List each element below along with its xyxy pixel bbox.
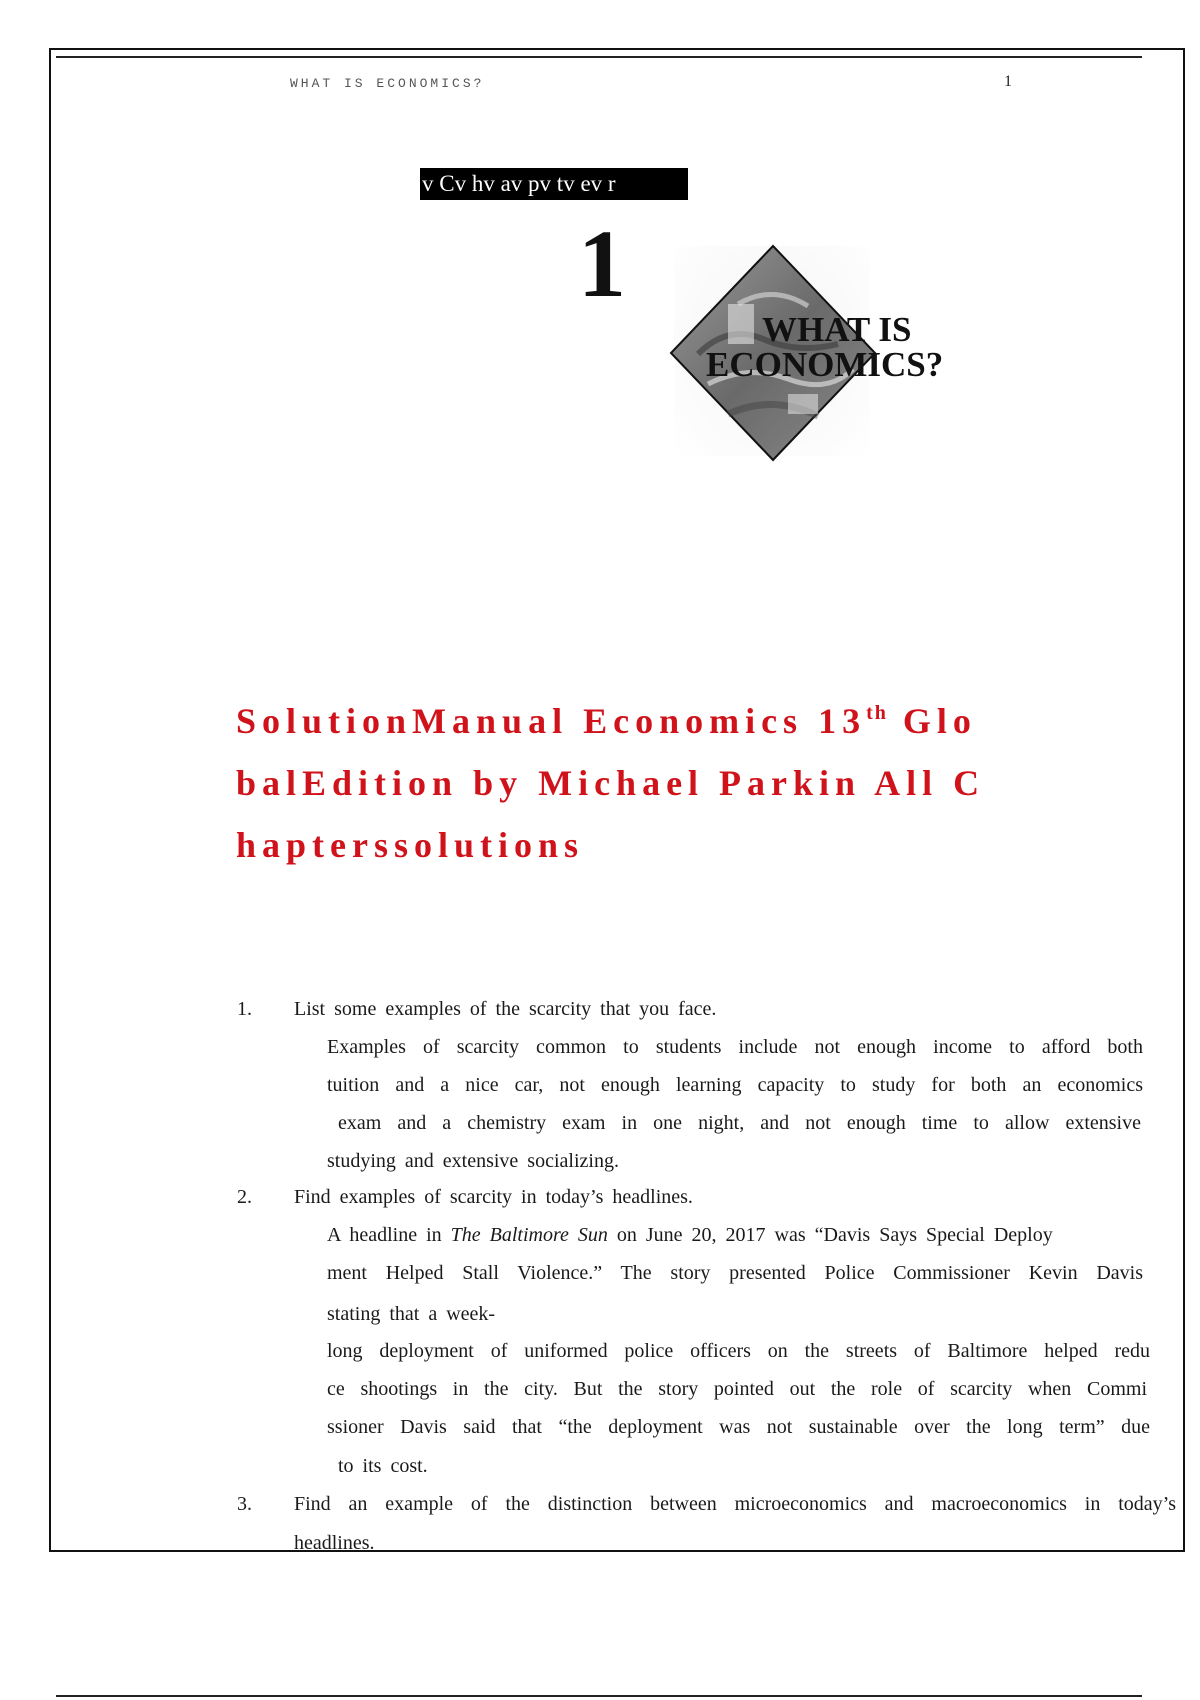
question-text: Find examples of scarcity in today’s headlines. [294, 1186, 693, 1208]
answer-line: A headline in The Baltimore Sun on June 20, 2017 was “Davis Says Special Deploy [327, 1224, 1053, 1246]
emblem-title-line1: WHAT IS [762, 310, 912, 349]
publication-name: The Baltimore Sun [450, 1224, 608, 1246]
answer-line: studying and extensive socializing. [327, 1150, 619, 1172]
answer-line: stating that a week- [327, 1303, 496, 1325]
question-number: 1. [237, 998, 252, 1020]
question-number: 3. [237, 1493, 252, 1515]
black-banner: v Cv hv av pv tv ev r [420, 168, 688, 200]
page-number: 1 [1004, 73, 1012, 90]
answer-line: to its cost. [338, 1455, 428, 1477]
title-line-1: SolutionManual Economics 13th Glo [236, 701, 977, 741]
title-superscript: th [866, 702, 888, 724]
question-text: List some examples of the scarcity that you face. [294, 998, 717, 1020]
answer-line: ment Helped Stall Violence.” The story presented Police Commissioner Kevin Davis [327, 1262, 1143, 1284]
chapter-number: 1 [578, 210, 626, 317]
answer-line: tuition and a nice car, not enough learning capacity to study for both an economics [327, 1074, 1143, 1096]
answer-line: ssioner Davis said that “the deployment was not sustainable over the long term” due [327, 1416, 1150, 1438]
bottom-rule [56, 1695, 1142, 1697]
answer-line: Examples of scarcity common to students include not enough income to afford both [327, 1036, 1143, 1058]
question-number: 2. [237, 1186, 252, 1208]
question-text-continued: headlines. [294, 1532, 375, 1550]
answer-line: long deployment of uniformed police officers on the streets of Baltimore helped redu [327, 1340, 1150, 1362]
answer-line: ce shootings in the city. But the story pointed out the role of scarcity when Commi [327, 1378, 1147, 1400]
title-line-2: balEdition by Michael Parkin All C [236, 763, 986, 803]
answer-line: exam and a chemistry exam in one night, and not enough time to allow extensive [338, 1112, 1141, 1134]
running-head: WHAT IS ECONOMICS? [290, 76, 485, 91]
emblem-title-line2: ECONOMICS? [706, 345, 944, 384]
title-line-3: hapterssolutions [236, 825, 585, 865]
question-text: Find an example of the distinction between microeconomics and macroeconomics in today’s [294, 1493, 1176, 1515]
